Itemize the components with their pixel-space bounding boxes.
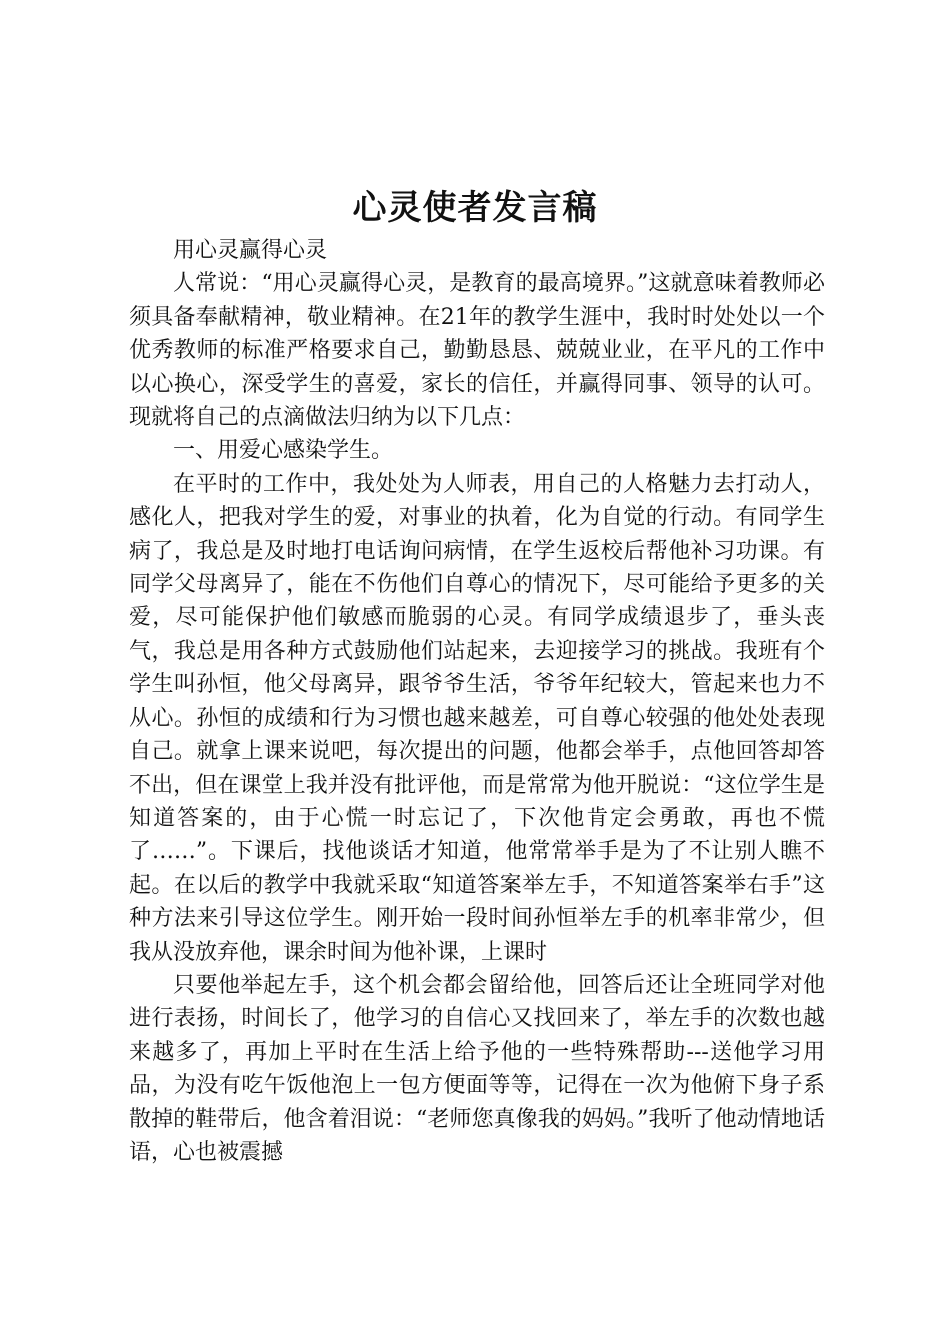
document-body (129, 234, 825, 1169)
subtitle-paragraph: 用心灵赢得心灵 (173, 238, 328, 263)
section-heading: 一、用爱心感染学生。 (173, 438, 394, 464)
body-paragraph: 只要他举起左手，这个机会都会留给他，回答后还让全班同学对他进行表扬，时间长了，他学习的自信心又找回来了，举左手的次数也越来越多了，再加上平时在生活上给予他的一些特殊帮助---送他学习用品，为没有吃午饭他泡上一包方便面等等，记得在一次为他俯下身子系散掉的鞋带后，他含着泪说：“老师您真像我的妈妈。”我听了他动情地话语，心也被震撼 (129, 972, 825, 1165)
document-title: 心灵使者发言稿 (352, 188, 598, 228)
body-paragraph: 在平时的工作中，我处处为人师表，用自己的人格魅力去打动人，感化人，把我对学生的爱，对事业的执着，化为自觉的行动。有同学生病了，我总是及时地打电话询问病情，在学生返校后帮他补习功课。有同学父母离异了，能在不伤他们自尊心的情况下，尽可能给予更多的关爱，尽可能保护他们敏感而脆弱的心灵。有同学成绩退步了，垂头丧气，我总是用各种方式鼓励他们站起来，去迎接学习的挑战。我班有个学生叫孙恒，他父母离异，跟爷爷生活，爷爷年纪较大，管起来也力不从心。孙恒的成绩和行为习惯也越来越差，可自尊心较强的他处处表现自己。就拿上课来说吧，每次提出的问题，他都会举手，点他回答却答不出，但在课堂上我并没有批评他，而是常常为他开脱说：“这位学生是知道答案的，由于心慌一时忘记了，下次他肯定会勇敢，再也不慌了……”。下课后，找他谈话才知道，他常常举手是为了不让别人瞧不起。在以后的教学中我就采取“知道答案举左手，不知道答案举右手”这种方法来引导这位学生。刚开始一段时间孙恒举左手的机率非常少，但我从没放弃他，课余时间为他补课，上课时 (129, 471, 825, 965)
intro-paragraph: 人常说：“用心灵赢得心灵，是教育的最高境界。”这就意味着教师必须具备奉献精神，敬业精神。在21年的教学生涯中，我时时处处以一个优秀教师的标准严格要求自己，勤勤恳恳、兢兢业业，在平凡的工作中以心换心，深受学生的喜爱，家长的信任，并赢得同事、领导的认可。现就将自己的点滴做法归纳为以下几点： (129, 271, 825, 431)
